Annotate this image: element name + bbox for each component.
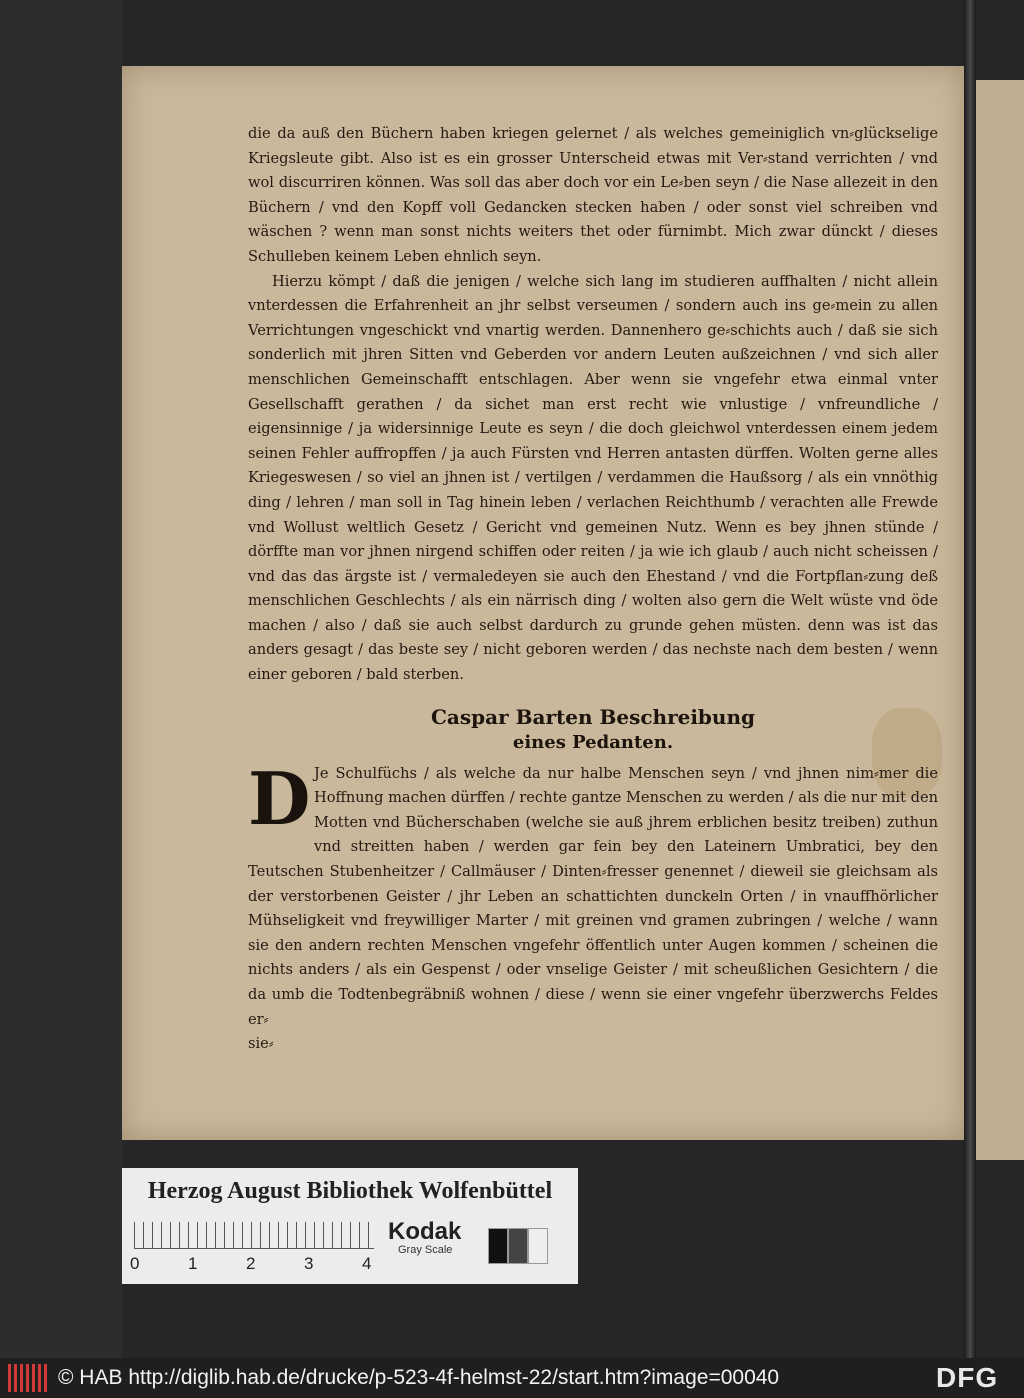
scan-backdrop: [0, 0, 122, 1358]
ruler-scale: [134, 1222, 374, 1249]
page-text-block: [248, 122, 938, 1057]
swatch-dark-gray: [508, 1228, 528, 1264]
ruler-number: 3: [304, 1254, 314, 1273]
section-subtitle: eines Pedanten.: [512, 731, 674, 753]
ruler-numbers: [130, 1254, 380, 1274]
dfg-logo: DFG: [936, 1362, 999, 1393]
paragraph-2: Hierzu kömpt / daß die jenigen / welche sich lang im studieren auffhalten / nicht allein vnterdessen die Erfahrenheit an jhr selbst verseumen / sondern auch ins ge⸗mein zu allen Verrichtungen vngeschickt vnd vnartig werden. Dannenhero ge⸗schichts auch / daß sie sich sonderlich mit jhren Sitten vnd Geberden vor andern Leuten außzeichnen / vnd sich aller menschlichen Gemeinschafft entschlagen. Aber wenn sie vngefehr etwa einmal vnter Gesellschafft gerathen / da sichet man erst recht wie vnlustige / vnfreundliche / eigensinnige / ja widersinnige Leute es seyn / die doch gleichwol vnterdessen einem jedem seinen Fehler auffropffen / ja auch Fürsten vnd Herren antasten dürffen. Wolten gerne alles Kriegeswesen / so viel an jhnen ist / vertilgen / verdammen die Haußsorg / als ein vnnöthig ding / lehren / man soll in Tag hinein leben / verlachen Reichthumb / verachten alle Frewde vnd Wollust weltlich Gesetz / Gericht vnd gemeinen Nutz. Wenn es bey jhnen stünde / dörffte man vor jhnen nirgend schiffen oder reiten / ja wie ich glaub / auch nicht scheissen / vnd das das ärgste ist / vermaledeyen sie auch den Ehestand / vnd die Fortpflan⸗zung deß menschlichen Geschlechts / als ein närrisch ding / wolten also gern die Welt wüste vnd öde machen / also / daß sie auch selbst dardurch zu grunde gehen müsten. denn was ist das anders gesagt / das beste sey / nicht geboren werden / das nechste nach dem besten / wenn einer geboren / bald sterben.: [248, 272, 938, 684]
adjacent-page-edge: [976, 80, 1024, 1160]
library-name: Herzog August Bibliothek Wolfenbüttel: [147, 1178, 553, 1204]
swatch-black: [488, 1228, 508, 1264]
swatch-white: [528, 1228, 548, 1264]
ruler-number: 0: [130, 1254, 140, 1273]
dropcap-initial: D: [248, 755, 311, 841]
footer-bar: [0, 1358, 1024, 1398]
ruler-number: 1: [188, 1254, 198, 1273]
library-color-card: [122, 1168, 578, 1284]
kodak-logo: Kodak: [388, 1218, 462, 1245]
ruler-number: 2: [246, 1254, 256, 1273]
catchword: sie⸗: [248, 1035, 274, 1053]
hab-barcode-icon: [8, 1364, 48, 1392]
ruler-number: 4: [362, 1254, 372, 1273]
section-title: Caspar Barten Beschreibung: [431, 704, 755, 729]
book-gutter: [964, 0, 976, 1358]
paragraph-1: die da auß den Büchern haben kriegen gelernet / als welches gemeiniglich vn⸗glückselige Kriegsleute gibt. Also ist es ein grosser Unterscheid etwas mit Ver⸗stand verrichten / vnd wol discurriren können. Was soll das aber doch vor ein Le⸗ben seyn / die Nase allezeit in den Büchern / vnd den Kopff voll Gedancken stecken haben / oder sonst viel schreiben vnd wäschen ? wenn man sonst nichts weiters thet oder fürnimbt. Mich zwar dünckt / dieses Schulleben keinem Leben ehnlich seyn.: [248, 125, 938, 265]
gray-scale-label: Gray Scale: [398, 1244, 453, 1256]
copyright-url[interactable]: © HAB http://diglib.hab.de/drucke/p-523-4f-helmst-22/start.htm?image=00040: [58, 1366, 780, 1389]
gray-swatches: [488, 1228, 548, 1264]
section-paragraph: Je Schulfüchs / als welche da nur halbe Menschen seyn / vnd jhnen nim⸗mer die Hoffnung machen dürffen / rechte gantze Menschen zu werden / als die nur mit den Motten vnd Bücherschaben (welche sie auß jhrem erblichen besitz treiben) zuthun vnd streitten haben / werden gar fein bey den Lateinern Umbratici, bey den Teutschen Stubenheitzer / Callmäuser / Dinten⸗fresser genennet / dieweil sie gleichsam als der verstorbenen Geister / jhr Leben an schattichten dunckeln Orten / in vnauffhörlicher Mühseligkeit vnd freywilliger Marter / mit greinen vnd gramen zubringen / welche / wann sie den andern rechten Menschen vngefehr öffentlich unter Augen kommen / scheinen die nichts anders / als ein Gespenst / oder vnselige Geister / mit scheußlichen Gesichtern / die da umb die Todtenbegräbniß wohnen / diese / wenn sie einer vngefehr überzwerchs Feldes er⸗: [248, 764, 938, 1028]
